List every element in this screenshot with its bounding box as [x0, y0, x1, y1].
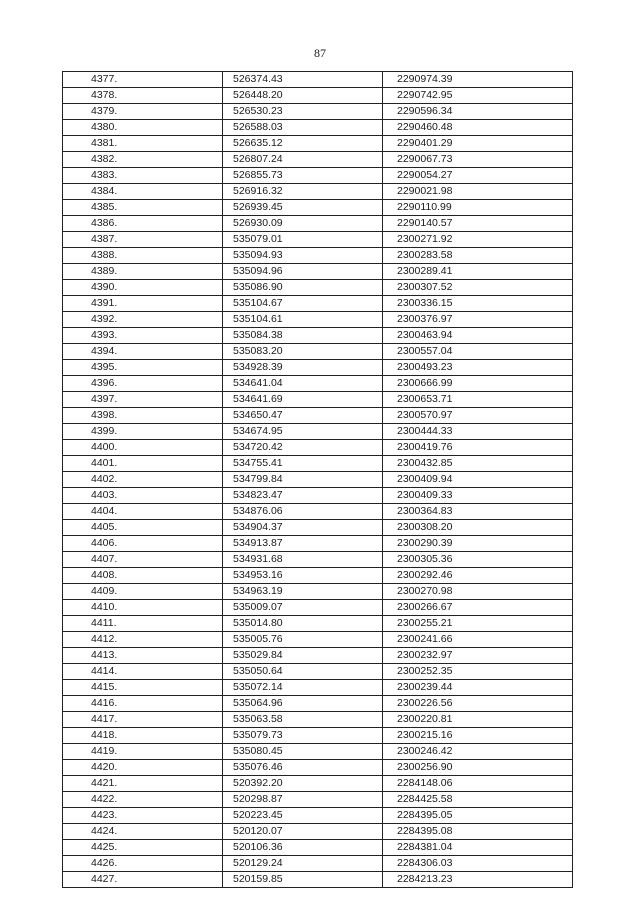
table-row	[63, 696, 573, 712]
x-coordinate-cell: 526855.73	[223, 168, 383, 184]
y-coordinate-cell: 2290596.34	[383, 104, 573, 120]
y-coordinate-cell: 2284425.58	[383, 792, 573, 808]
point-number-cell: 4380.	[63, 120, 223, 136]
x-coordinate-cell: 534904.37	[223, 520, 383, 536]
x-coordinate-cell: 534641.04	[223, 376, 383, 392]
x-coordinate-cell: 535063.58	[223, 712, 383, 728]
y-coordinate-cell: 2290054.27	[383, 168, 573, 184]
y-coordinate-cell: 2290140.57	[383, 216, 573, 232]
x-coordinate-cell: 534876.06	[223, 504, 383, 520]
x-coordinate-cell: 526930.09	[223, 216, 383, 232]
table-row	[63, 600, 573, 616]
x-coordinate-cell: 535080.45	[223, 744, 383, 760]
table-row	[63, 376, 573, 392]
y-coordinate-cell: 2284381.04	[383, 840, 573, 856]
x-coordinate-cell: 535072.14	[223, 680, 383, 696]
y-coordinate-cell: 2300364.83	[383, 504, 573, 520]
table-row	[63, 424, 573, 440]
y-coordinate-cell: 2300419.76	[383, 440, 573, 456]
x-coordinate-cell: 526916.32	[223, 184, 383, 200]
x-coordinate-cell: 526807.24	[223, 152, 383, 168]
table-row	[63, 504, 573, 520]
point-number-cell: 4412.	[63, 632, 223, 648]
point-number-cell: 4398.	[63, 408, 223, 424]
table-row	[63, 856, 573, 872]
point-number-cell: 4416.	[63, 696, 223, 712]
table-row	[63, 680, 573, 696]
y-coordinate-cell: 2300270.98	[383, 584, 573, 600]
y-coordinate-cell: 2300570.97	[383, 408, 573, 424]
x-coordinate-cell: 520392.20	[223, 776, 383, 792]
y-coordinate-cell: 2300376.97	[383, 312, 573, 328]
table-row	[63, 88, 573, 104]
point-number-cell: 4417.	[63, 712, 223, 728]
point-number-cell: 4427.	[63, 872, 223, 888]
point-number-cell: 4379.	[63, 104, 223, 120]
point-number-cell: 4414.	[63, 664, 223, 680]
x-coordinate-cell: 534823.47	[223, 488, 383, 504]
y-coordinate-cell: 2290067.73	[383, 152, 573, 168]
x-coordinate-cell: 520298.87	[223, 792, 383, 808]
x-coordinate-cell: 520129.24	[223, 856, 383, 872]
coordinate-table	[62, 71, 573, 888]
x-coordinate-cell: 526939.45	[223, 200, 383, 216]
point-number-cell: 4424.	[63, 824, 223, 840]
x-coordinate-cell: 534913.87	[223, 536, 383, 552]
table-row	[63, 296, 573, 312]
x-coordinate-cell: 535029.84	[223, 648, 383, 664]
x-coordinate-cell: 520159.85	[223, 872, 383, 888]
y-coordinate-cell: 2300307.52	[383, 280, 573, 296]
y-coordinate-cell: 2300290.39	[383, 536, 573, 552]
point-number-cell: 4396.	[63, 376, 223, 392]
y-coordinate-cell: 2300493.23	[383, 360, 573, 376]
x-coordinate-cell: 534641.69	[223, 392, 383, 408]
point-number-cell: 4405.	[63, 520, 223, 536]
point-number-cell: 4399.	[63, 424, 223, 440]
point-number-cell: 4422.	[63, 792, 223, 808]
point-number-cell: 4411.	[63, 616, 223, 632]
point-number-cell: 4395.	[63, 360, 223, 376]
y-coordinate-cell: 2300266.67	[383, 600, 573, 616]
page-number: 87	[314, 46, 326, 60]
coordinate-table-body	[63, 72, 573, 888]
x-coordinate-cell: 526448.20	[223, 88, 383, 104]
point-number-cell: 4408.	[63, 568, 223, 584]
x-coordinate-cell: 534963.19	[223, 584, 383, 600]
table-row	[63, 840, 573, 856]
table-row	[63, 168, 573, 184]
table-row	[63, 632, 573, 648]
x-coordinate-cell: 534953.16	[223, 568, 383, 584]
y-coordinate-cell: 2300557.04	[383, 344, 573, 360]
y-coordinate-cell: 2300308.20	[383, 520, 573, 536]
y-coordinate-cell: 2300292.46	[383, 568, 573, 584]
table-row	[63, 248, 573, 264]
y-coordinate-cell: 2300226.56	[383, 696, 573, 712]
y-coordinate-cell: 2290110.99	[383, 200, 573, 216]
point-number-cell: 4420.	[63, 760, 223, 776]
table-row	[63, 760, 573, 776]
y-coordinate-cell: 2290974.39	[383, 72, 573, 88]
x-coordinate-cell: 535050.64	[223, 664, 383, 680]
y-coordinate-cell: 2284306.03	[383, 856, 573, 872]
y-coordinate-cell: 2300409.94	[383, 472, 573, 488]
x-coordinate-cell: 526588.03	[223, 120, 383, 136]
point-number-cell: 4389.	[63, 264, 223, 280]
table-row	[63, 744, 573, 760]
table-row	[63, 232, 573, 248]
y-coordinate-cell: 2290021.98	[383, 184, 573, 200]
y-coordinate-cell: 2284148.06	[383, 776, 573, 792]
y-coordinate-cell: 2300289.41	[383, 264, 573, 280]
y-coordinate-cell: 2300241.66	[383, 632, 573, 648]
x-coordinate-cell: 535064.96	[223, 696, 383, 712]
table-row	[63, 776, 573, 792]
table-row	[63, 520, 573, 536]
x-coordinate-cell: 520106.36	[223, 840, 383, 856]
x-coordinate-cell: 534928.39	[223, 360, 383, 376]
y-coordinate-cell: 2300283.58	[383, 248, 573, 264]
point-number-cell: 4423.	[63, 808, 223, 824]
table-row	[63, 440, 573, 456]
point-number-cell: 4407.	[63, 552, 223, 568]
point-number-cell: 4388.	[63, 248, 223, 264]
table-row	[63, 312, 573, 328]
y-coordinate-cell: 2300232.97	[383, 648, 573, 664]
table-row	[63, 360, 573, 376]
y-coordinate-cell: 2300432.85	[383, 456, 573, 472]
y-coordinate-cell: 2300271.92	[383, 232, 573, 248]
table-row	[63, 72, 573, 88]
point-number-cell: 4391.	[63, 296, 223, 312]
point-number-cell: 4385.	[63, 200, 223, 216]
x-coordinate-cell: 535104.67	[223, 296, 383, 312]
x-coordinate-cell: 535094.96	[223, 264, 383, 280]
y-coordinate-cell: 2300666.99	[383, 376, 573, 392]
y-coordinate-cell: 2300444.33	[383, 424, 573, 440]
x-coordinate-cell: 534755.41	[223, 456, 383, 472]
table-row	[63, 824, 573, 840]
point-number-cell: 4406.	[63, 536, 223, 552]
point-number-cell: 4384.	[63, 184, 223, 200]
point-number-cell: 4394.	[63, 344, 223, 360]
point-number-cell: 4418.	[63, 728, 223, 744]
point-number-cell: 4402.	[63, 472, 223, 488]
table-row	[63, 792, 573, 808]
x-coordinate-cell: 535086.90	[223, 280, 383, 296]
table-row	[63, 392, 573, 408]
y-coordinate-cell: 2300246.42	[383, 744, 573, 760]
table-row	[63, 456, 573, 472]
x-coordinate-cell: 535014.80	[223, 616, 383, 632]
table-row	[63, 136, 573, 152]
table-row	[63, 536, 573, 552]
point-number-cell: 4409.	[63, 584, 223, 600]
table-row	[63, 408, 573, 424]
y-coordinate-cell: 2300409.33	[383, 488, 573, 504]
table-row	[63, 328, 573, 344]
table-row	[63, 728, 573, 744]
x-coordinate-cell: 526374.43	[223, 72, 383, 88]
y-coordinate-cell: 2300305.36	[383, 552, 573, 568]
x-coordinate-cell: 535084.38	[223, 328, 383, 344]
table-row	[63, 584, 573, 600]
table-row	[63, 120, 573, 136]
x-coordinate-cell: 535083.20	[223, 344, 383, 360]
x-coordinate-cell: 534931.68	[223, 552, 383, 568]
table-row	[63, 568, 573, 584]
y-coordinate-cell: 2300336.15	[383, 296, 573, 312]
x-coordinate-cell: 535079.73	[223, 728, 383, 744]
point-number-cell: 4400.	[63, 440, 223, 456]
x-coordinate-cell: 526530.23	[223, 104, 383, 120]
y-coordinate-cell: 2290401.29	[383, 136, 573, 152]
table-row	[63, 104, 573, 120]
y-coordinate-cell: 2300255.21	[383, 616, 573, 632]
y-coordinate-cell: 2300256.90	[383, 760, 573, 776]
table-row	[63, 872, 573, 888]
x-coordinate-cell: 535079.01	[223, 232, 383, 248]
point-number-cell: 4386.	[63, 216, 223, 232]
point-number-cell: 4421.	[63, 776, 223, 792]
point-number-cell: 4397.	[63, 392, 223, 408]
table-row	[63, 488, 573, 504]
point-number-cell: 4415.	[63, 680, 223, 696]
point-number-cell: 4410.	[63, 600, 223, 616]
y-coordinate-cell: 2300463.94	[383, 328, 573, 344]
table-row	[63, 184, 573, 200]
point-number-cell: 4393.	[63, 328, 223, 344]
point-number-cell: 4425.	[63, 840, 223, 856]
y-coordinate-cell: 2300653.71	[383, 392, 573, 408]
y-coordinate-cell: 2300215.16	[383, 728, 573, 744]
table-row	[63, 216, 573, 232]
table-row	[63, 200, 573, 216]
y-coordinate-cell: 2300220.81	[383, 712, 573, 728]
point-number-cell: 4390.	[63, 280, 223, 296]
y-coordinate-cell: 2300252.35	[383, 664, 573, 680]
table-row	[63, 616, 573, 632]
point-number-cell: 4426.	[63, 856, 223, 872]
x-coordinate-cell: 520223.45	[223, 808, 383, 824]
y-coordinate-cell: 2290742.95	[383, 88, 573, 104]
x-coordinate-cell: 526635.12	[223, 136, 383, 152]
table-row	[63, 152, 573, 168]
point-number-cell: 4383.	[63, 168, 223, 184]
x-coordinate-cell: 534799.84	[223, 472, 383, 488]
point-number-cell: 4382.	[63, 152, 223, 168]
point-number-cell: 4419.	[63, 744, 223, 760]
y-coordinate-cell: 2284395.05	[383, 808, 573, 824]
x-coordinate-cell: 534720.42	[223, 440, 383, 456]
x-coordinate-cell: 535076.46	[223, 760, 383, 776]
table-row	[63, 264, 573, 280]
table-row	[63, 808, 573, 824]
y-coordinate-cell: 2284213.23	[383, 872, 573, 888]
point-number-cell: 4413.	[63, 648, 223, 664]
y-coordinate-cell: 2284395.08	[383, 824, 573, 840]
x-coordinate-cell: 534650.47	[223, 408, 383, 424]
x-coordinate-cell: 535104.61	[223, 312, 383, 328]
table-row	[63, 552, 573, 568]
table-row	[63, 712, 573, 728]
point-number-cell: 4404.	[63, 504, 223, 520]
y-coordinate-cell: 2300239.44	[383, 680, 573, 696]
x-coordinate-cell: 534674.95	[223, 424, 383, 440]
table-row	[63, 664, 573, 680]
point-number-cell: 4378.	[63, 88, 223, 104]
x-coordinate-cell: 535009.07	[223, 600, 383, 616]
table-row	[63, 648, 573, 664]
y-coordinate-cell: 2290460.48	[383, 120, 573, 136]
x-coordinate-cell: 535005.76	[223, 632, 383, 648]
point-number-cell: 4381.	[63, 136, 223, 152]
x-coordinate-cell: 535094.93	[223, 248, 383, 264]
point-number-cell: 4401.	[63, 456, 223, 472]
table-row	[63, 344, 573, 360]
point-number-cell: 4392.	[63, 312, 223, 328]
point-number-cell: 4377.	[63, 72, 223, 88]
point-number-cell: 4403.	[63, 488, 223, 504]
x-coordinate-cell: 520120.07	[223, 824, 383, 840]
point-number-cell: 4387.	[63, 232, 223, 248]
table-row	[63, 472, 573, 488]
table-row	[63, 280, 573, 296]
